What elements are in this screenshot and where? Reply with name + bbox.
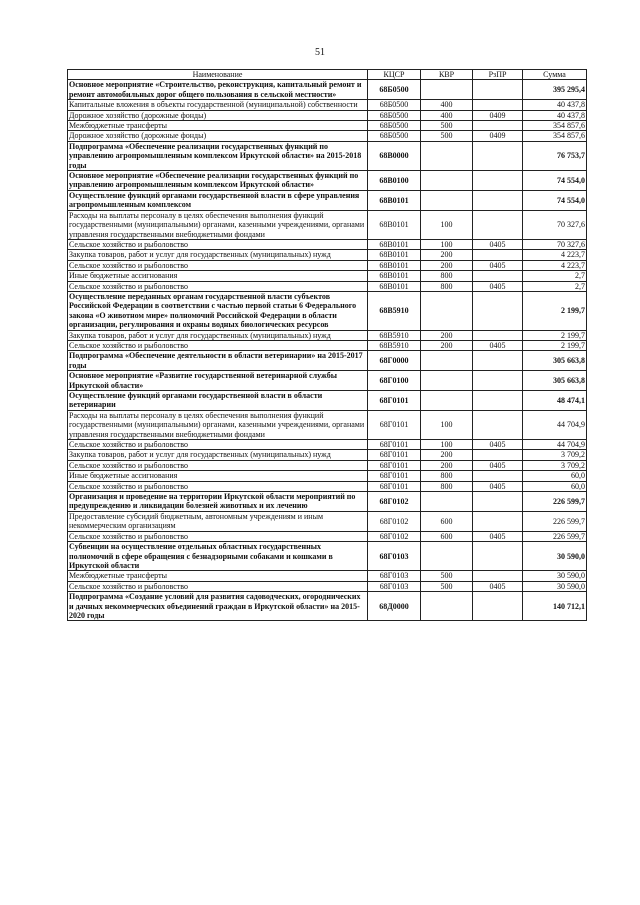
- row-sum: 3 709,2: [523, 450, 587, 460]
- row-sum: 4 223,7: [523, 260, 587, 270]
- page-number: 51: [315, 47, 325, 58]
- row-rzpr: [473, 250, 523, 260]
- table-row: [68, 340, 587, 350]
- row-sum: 226 599,7: [523, 511, 587, 531]
- row-kvr: [421, 80, 473, 100]
- table-row: [68, 460, 587, 470]
- row-code: 68В0100: [368, 171, 421, 191]
- row-kvr: 200: [421, 330, 473, 340]
- row-kvr: [421, 592, 473, 621]
- row-rzpr: [473, 171, 523, 191]
- row-name: Предоставление субсидий бюджетным, автономным учреждениям и иным некоммерческим организациям: [68, 511, 368, 531]
- table-row: [68, 542, 587, 571]
- table-row: [68, 239, 587, 249]
- table-row: [68, 371, 587, 391]
- row-name: Закупка товаров, работ и услуг для государственных (муниципальных) нужд: [68, 450, 368, 460]
- row-sum: 44 704,9: [523, 410, 587, 439]
- row-rzpr: [473, 471, 523, 481]
- header-code: КЦСР: [368, 70, 421, 80]
- table-row: [68, 492, 587, 512]
- row-sum: 70 327,6: [523, 239, 587, 249]
- row-name: Основное мероприятие «Строительство, реконструкция, капитальный ремонт и ремонт автомобильных дорог общего пользования в сельской местности»: [68, 80, 368, 100]
- row-kvr: 200: [421, 460, 473, 470]
- row-code: 68Г0101: [368, 410, 421, 439]
- row-sum: 2 199,7: [523, 330, 587, 340]
- table-row: [68, 391, 587, 411]
- header-sum: Сумма: [523, 70, 587, 80]
- row-code: 68Б0500: [368, 110, 421, 120]
- table-row: [68, 571, 587, 581]
- row-kvr: 800: [421, 281, 473, 291]
- row-sum: 4 223,7: [523, 250, 587, 260]
- row-code: 68В5910: [368, 340, 421, 350]
- table-row: [68, 210, 587, 239]
- row-kvr: 100: [421, 239, 473, 249]
- table-row: [68, 581, 587, 591]
- table-row: [68, 141, 587, 170]
- row-sum: 48 474,1: [523, 391, 587, 411]
- row-rzpr: [473, 571, 523, 581]
- table-row: [68, 471, 587, 481]
- row-sum: 3 709,2: [523, 460, 587, 470]
- row-name: Организация и проведение на территории Иркутской области мероприятий по предупреждению и ликвидации болезней животных и их лечению: [68, 492, 368, 512]
- table-row: [68, 80, 587, 100]
- row-code: 68Г0101: [368, 391, 421, 411]
- table-row: [68, 271, 587, 281]
- row-code: 68В0101: [368, 239, 421, 249]
- row-name: Подпрограмма «Обеспечение деятельности в области ветеринарии» на 2015-2017 годы: [68, 351, 368, 371]
- row-name: Расходы на выплаты персоналу в целях обеспечения выполнения функций государственными (муниципальными) органами, казенными учреждениями, органами управления государственными внебюджетными фондами: [68, 410, 368, 439]
- row-code: 68Г0101: [368, 460, 421, 470]
- row-sum: 76 753,7: [523, 141, 587, 170]
- row-kvr: 800: [421, 471, 473, 481]
- row-rzpr: [473, 121, 523, 131]
- table-row: [68, 440, 587, 450]
- table-row: [68, 481, 587, 491]
- row-name: Расходы на выплаты персоналу в целях обеспечения выполнения функций государственными (муниципальными) органами, казенными учреждениями, органами управления государственными внебюджетными фондами: [68, 210, 368, 239]
- row-code: 68Г0102: [368, 531, 421, 541]
- row-rzpr: [473, 330, 523, 340]
- row-rzpr: [473, 450, 523, 460]
- row-rzpr: [473, 210, 523, 239]
- row-kvr: [421, 190, 473, 210]
- row-name: Дорожное хозяйство (дорожные фонды): [68, 131, 368, 141]
- row-rzpr: 0405: [473, 260, 523, 270]
- row-name: Субвенции на осуществление отдельных областных государственных полномочий в сфере обращения с безнадзорными собаками и кошками в Иркутской области: [68, 542, 368, 571]
- row-rzpr: [473, 511, 523, 531]
- table-row: [68, 592, 587, 621]
- table-row: [68, 260, 587, 270]
- row-rzpr: [473, 351, 523, 371]
- row-code: 68В5910: [368, 330, 421, 340]
- row-rzpr: 0405: [473, 281, 523, 291]
- row-name: Иные бюджетные ассигнования: [68, 271, 368, 281]
- row-code: 68Б0500: [368, 121, 421, 131]
- row-rzpr: 0405: [473, 481, 523, 491]
- table-row: [68, 330, 587, 340]
- row-sum: 140 712,1: [523, 592, 587, 621]
- row-kvr: 200: [421, 450, 473, 460]
- table-row: [68, 110, 587, 120]
- row-name: Сельское хозяйство и рыболовство: [68, 581, 368, 591]
- row-rzpr: [473, 492, 523, 512]
- row-rzpr: [473, 291, 523, 330]
- row-name: Осуществление функций органами государственной власти в области ветеринарии: [68, 391, 368, 411]
- row-kvr: 100: [421, 410, 473, 439]
- row-name: Дорожное хозяйство (дорожные фонды): [68, 110, 368, 120]
- table-body: [68, 80, 587, 621]
- table-row: [68, 121, 587, 131]
- row-name: Основное мероприятие «Обеспечение реализации государственных функций по управлению агропромышленным комплексом Иркутской области»: [68, 171, 368, 191]
- row-code: 68В5910: [368, 291, 421, 330]
- row-sum: 60,0: [523, 471, 587, 481]
- row-kvr: 100: [421, 210, 473, 239]
- row-rzpr: 0409: [473, 131, 523, 141]
- row-kvr: 400: [421, 100, 473, 110]
- row-sum: 395 295,4: [523, 80, 587, 100]
- row-rzpr: [473, 141, 523, 170]
- row-code: 68Б0500: [368, 80, 421, 100]
- row-sum: 2,7: [523, 281, 587, 291]
- header-name: Наименование: [68, 70, 368, 80]
- row-code: 68Г0101: [368, 450, 421, 460]
- row-kvr: 200: [421, 340, 473, 350]
- row-rzpr: [473, 271, 523, 281]
- row-code: 68Г0102: [368, 511, 421, 531]
- table-row: [68, 190, 587, 210]
- row-code: 68Г0000: [368, 351, 421, 371]
- row-sum: 226 599,7: [523, 492, 587, 512]
- row-name: Осуществление функций органами государственной власти в сфере управления агропромышленным комплексом: [68, 190, 368, 210]
- row-rzpr: 0409: [473, 110, 523, 120]
- row-kvr: 100: [421, 440, 473, 450]
- row-kvr: [421, 391, 473, 411]
- row-sum: 305 663,8: [523, 351, 587, 371]
- row-code: 68Г0101: [368, 471, 421, 481]
- row-name: Сельское хозяйство и рыболовство: [68, 460, 368, 470]
- row-sum: 2 199,7: [523, 291, 587, 330]
- row-name: Сельское хозяйство и рыболовство: [68, 260, 368, 270]
- row-kvr: 200: [421, 260, 473, 270]
- row-kvr: 500: [421, 571, 473, 581]
- row-sum: 60,0: [523, 481, 587, 491]
- row-sum: 2,7: [523, 271, 587, 281]
- row-sum: 226 599,7: [523, 531, 587, 541]
- row-kvr: 600: [421, 511, 473, 531]
- row-code: 68Г0103: [368, 581, 421, 591]
- row-name: Межбюджетные трансферты: [68, 571, 368, 581]
- row-rzpr: 0405: [473, 531, 523, 541]
- row-kvr: 400: [421, 110, 473, 120]
- row-kvr: 500: [421, 121, 473, 131]
- row-code: 68В0101: [368, 250, 421, 260]
- row-name: Подпрограмма «Создание условий для развития садоводческих, огороднических и дачных некоммерческих объединений граждан в Иркутской области» на 2015-2020 годы: [68, 592, 368, 621]
- row-sum: 70 327,6: [523, 210, 587, 239]
- row-rzpr: [473, 542, 523, 571]
- row-kvr: [421, 141, 473, 170]
- table-row: [68, 511, 587, 531]
- row-kvr: [421, 492, 473, 512]
- row-kvr: 500: [421, 131, 473, 141]
- row-name: Капитальные вложения в объекты государственной (муниципальной) собственности: [68, 100, 368, 110]
- row-code: 68В0101: [368, 260, 421, 270]
- row-name: Подпрограмма «Обеспечение реализации государственных функций по управлению агропромышленным комплексом Иркутской области» на 2015-2018 годы: [68, 141, 368, 170]
- row-kvr: 600: [421, 531, 473, 541]
- row-code: 68Г0102: [368, 492, 421, 512]
- row-rzpr: [473, 80, 523, 100]
- row-code: 68Г0103: [368, 571, 421, 581]
- table-row: [68, 291, 587, 330]
- row-rzpr: 0405: [473, 239, 523, 249]
- row-name: Сельское хозяйство и рыболовство: [68, 481, 368, 491]
- table-row: [68, 531, 587, 541]
- row-code: 68В0101: [368, 210, 421, 239]
- row-sum: 74 554,0: [523, 171, 587, 191]
- row-rzpr: [473, 410, 523, 439]
- row-kvr: 500: [421, 581, 473, 591]
- row-kvr: [421, 351, 473, 371]
- table-row: [68, 131, 587, 141]
- row-code: 68Б0500: [368, 100, 421, 110]
- header-kvr: КВР: [421, 70, 473, 80]
- table-row: [68, 100, 587, 110]
- table-row: [68, 410, 587, 439]
- row-rzpr: [473, 100, 523, 110]
- row-name: Закупка товаров, работ и услуг для государственных (муниципальных) нужд: [68, 250, 368, 260]
- row-name: Закупка товаров, работ и услуг для государственных (муниципальных) нужд: [68, 330, 368, 340]
- row-name: Сельское хозяйство и рыболовство: [68, 440, 368, 450]
- row-name: Межбюджетные трансферты: [68, 121, 368, 131]
- row-name: Основное мероприятие «Развитие государственной ветеринарной службы Иркутской области»: [68, 371, 368, 391]
- row-kvr: [421, 171, 473, 191]
- row-sum: 40 437,8: [523, 110, 587, 120]
- row-name: Сельское хозяйство и рыболовство: [68, 239, 368, 249]
- row-code: 68В0101: [368, 281, 421, 291]
- row-sum: 30 590,0: [523, 571, 587, 581]
- row-sum: 74 554,0: [523, 190, 587, 210]
- row-rzpr: 0405: [473, 581, 523, 591]
- row-sum: 354 857,6: [523, 121, 587, 131]
- row-name: Осуществление переданных органам государственной власти субъектов Российской Федерации в соответствии с частью первой статьи 6 Федерального закона «О животном мире» полномочий Российской Федерации в области организации, регулирования и охраны водных биологических ресурсов: [68, 291, 368, 330]
- row-kvr: [421, 371, 473, 391]
- table-row: [68, 171, 587, 191]
- row-code: 68В0101: [368, 271, 421, 281]
- row-sum: 2 199,7: [523, 340, 587, 350]
- table-row: [68, 351, 587, 371]
- row-code: 68Д0000: [368, 592, 421, 621]
- header-rzpr: РзПР: [473, 70, 523, 80]
- table-row: [68, 250, 587, 260]
- row-kvr: [421, 542, 473, 571]
- budget-table: [67, 69, 587, 621]
- table-header-row: [68, 70, 587, 80]
- row-sum: 30 590,0: [523, 542, 587, 571]
- row-sum: 305 663,8: [523, 371, 587, 391]
- row-rzpr: [473, 371, 523, 391]
- row-rzpr: [473, 592, 523, 621]
- row-name: Сельское хозяйство и рыболовство: [68, 531, 368, 541]
- row-kvr: 200: [421, 250, 473, 260]
- row-code: 68Г0103: [368, 542, 421, 571]
- row-code: 68Г0100: [368, 371, 421, 391]
- row-sum: 354 857,6: [523, 131, 587, 141]
- row-code: 68Г0101: [368, 481, 421, 491]
- row-rzpr: [473, 391, 523, 411]
- table-row: [68, 281, 587, 291]
- row-sum: 30 590,0: [523, 581, 587, 591]
- row-rzpr: 0405: [473, 340, 523, 350]
- row-name: Сельское хозяйство и рыболовство: [68, 340, 368, 350]
- row-code: 68Б0500: [368, 131, 421, 141]
- row-code: 68В0000: [368, 141, 421, 170]
- row-name: Иные бюджетные ассигнования: [68, 471, 368, 481]
- row-rzpr: 0405: [473, 460, 523, 470]
- row-rzpr: 0405: [473, 440, 523, 450]
- row-code: 68В0101: [368, 190, 421, 210]
- row-rzpr: [473, 190, 523, 210]
- table-row: [68, 450, 587, 460]
- row-kvr: 800: [421, 271, 473, 281]
- row-name: Сельское хозяйство и рыболовство: [68, 281, 368, 291]
- row-code: 68Г0101: [368, 440, 421, 450]
- row-kvr: 800: [421, 481, 473, 491]
- row-sum: 40 437,8: [523, 100, 587, 110]
- row-sum: 44 704,9: [523, 440, 587, 450]
- row-kvr: [421, 291, 473, 330]
